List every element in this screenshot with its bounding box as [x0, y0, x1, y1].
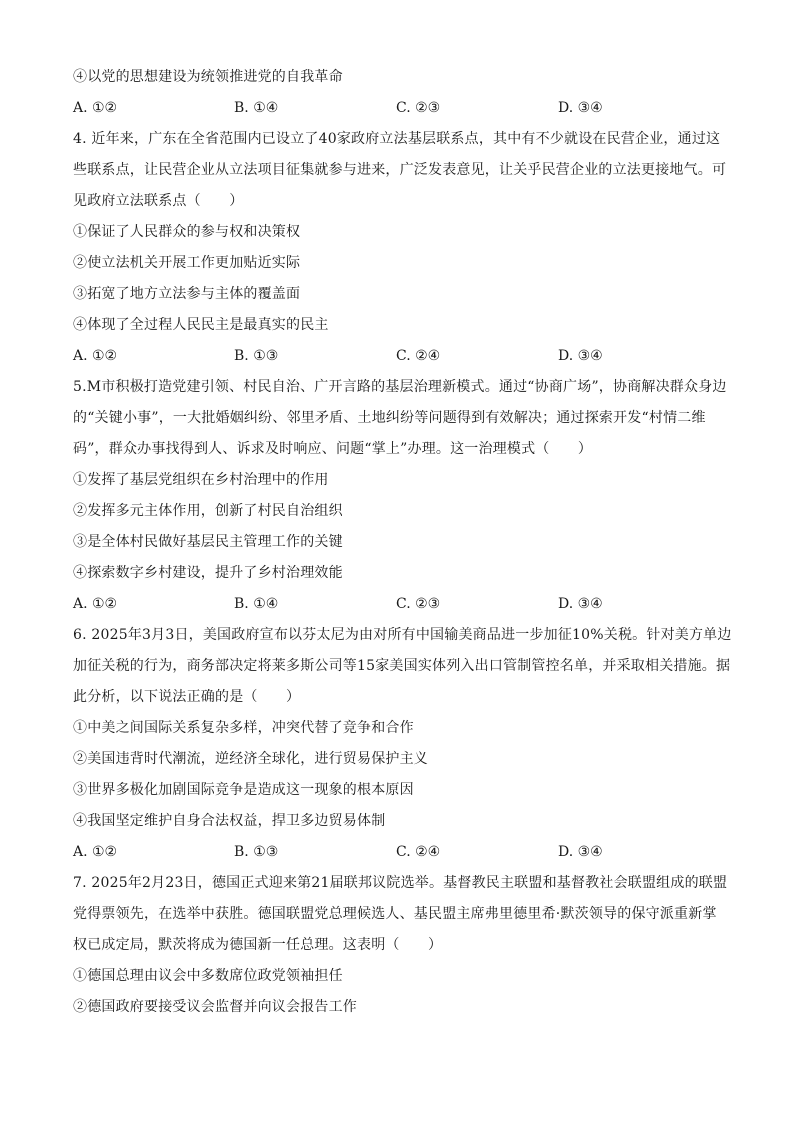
q6-option-a[interactable]: A. ①② [73, 844, 118, 860]
q6-stem-line-1: 6. 2025年3月3日，美国政府宣布以芬太尼为由对所有中国输美商品进一步加征10%关税。针对美方单边 [73, 627, 732, 643]
q5-stem-line-2: 的“关键小事”，一大批婚姻纠纷、邻里矛盾、土地纠纷等问题得到有效解决；通过探索开发“村情二维 [73, 410, 706, 426]
q4-option-b[interactable]: B. ①③ [234, 348, 279, 364]
q6-stem-line-2: 加征关税的行为，商务部决定将莱多斯公司等15家美国实体列入出口管制管控名单，并采取相关措施。据 [73, 658, 731, 674]
exam-page [73, 62, 732, 1023]
q5-stem-line-1: 5.M市积极打造党建引领、村民自治、广开言路的基层治理新模式。通过“协商广场”，协商解决群众身边 [73, 379, 727, 395]
q3-item-4: ④以党的思想建设为统领推进党的自我革命 [73, 69, 343, 85]
q6-item-2: ②美国违背时代潮流，逆经济全球化，进行贸易保护主义 [73, 751, 428, 767]
q7-item-1: ①德国总理由议会中多数席位政党领袖担任 [73, 968, 343, 984]
q5-item-4: ④探索数字乡村建设，提升了乡村治理效能 [73, 565, 343, 581]
q4-item-2: ②使立法机关开展工作更加贴近实际 [73, 255, 301, 271]
q3-options [73, 93, 723, 124]
q4-item-3: ③拓宽了地方立法参与主体的覆盖面 [73, 286, 301, 302]
q3-option-a[interactable]: A. ①② [73, 100, 118, 116]
q5-item-2: ②发挥多元主体作用，创新了村民自治组织 [73, 503, 343, 519]
q6-item-4: ④我国坚定维护自身合法权益，捍卫多边贸易体制 [73, 813, 386, 829]
q5-option-d[interactable]: D. ③④ [558, 596, 603, 612]
q5-options [73, 589, 723, 620]
q5-option-c[interactable]: C. ②③ [396, 596, 441, 612]
q6-option-c[interactable]: C. ②④ [396, 844, 441, 860]
q4-stem-line-2: 些联系点，让民营企业从立法项目征集就参与进来，广泛发表意见，让关乎民营企业的立法更接地气。可 [73, 162, 727, 178]
q6-option-d[interactable]: D. ③④ [558, 844, 603, 860]
q4-option-c[interactable]: C. ②④ [396, 348, 441, 364]
q5-option-a[interactable]: A. ①② [73, 596, 118, 612]
q5-item-1: ①发挥了基层党组织在乡村治理中的作用 [73, 472, 329, 488]
q4-stem-line-3: 见政府立法联系点（ ） [73, 193, 244, 209]
q7-item-2: ②德国政府要接受议会监督并向议会报告工作 [73, 999, 357, 1015]
q6-option-b[interactable]: B. ①③ [234, 844, 279, 860]
q4-options [73, 341, 723, 372]
q4-option-d[interactable]: D. ③④ [558, 348, 603, 364]
q7-stem-line-3: 权已成定局，默茨将成为德国新一任总理。这表明（ ） [73, 937, 443, 953]
q4-item-4: ④体现了全过程人民民主是最真实的民主 [73, 317, 329, 333]
q6-stem-line-3: 此分析，以下说法正确的是（ ） [73, 689, 301, 705]
q3-option-b[interactable]: B. ①④ [234, 100, 279, 116]
q4-item-1: ①保证了人民群众的参与权和决策权 [73, 224, 301, 240]
q5-stem-line-3: 码”，群众办事找得到人、诉求及时响应、问题“掌上”办理。这一治理模式（ ） [73, 441, 593, 457]
q5-option-b[interactable]: B. ①④ [234, 596, 279, 612]
q3-option-d[interactable]: D. ③④ [558, 100, 603, 116]
q6-options [73, 837, 723, 868]
q7-stem-line-1: 7. 2025年2月23日，德国正式迎来第21届联邦议院选举。基督教民主联盟和基督教社会联盟组成的联盟 [73, 875, 728, 891]
q5-item-3: ③是全体村民做好基层民主管理工作的关键 [73, 534, 343, 550]
q6-item-1: ①中美之间国际关系复杂多样，冲突代替了竞争和合作 [73, 720, 414, 736]
q3-option-c[interactable]: C. ②③ [396, 100, 441, 116]
q4-option-a[interactable]: A. ①② [73, 348, 118, 364]
q6-item-3: ③世界多极化加剧国际竞争是造成这一现象的根本原因 [73, 782, 414, 798]
q7-stem-line-2: 党得票领先，在选举中获胜。德国联盟党总理候选人、基民盟主席弗里德里希·默茨领导的保守派重新掌 [73, 906, 717, 922]
q4-stem-line-1: 4. 近年来，广东在全省范围内已设立了40家政府立法基层联系点，其中有不少就设在民营企业，通过这 [73, 131, 721, 147]
